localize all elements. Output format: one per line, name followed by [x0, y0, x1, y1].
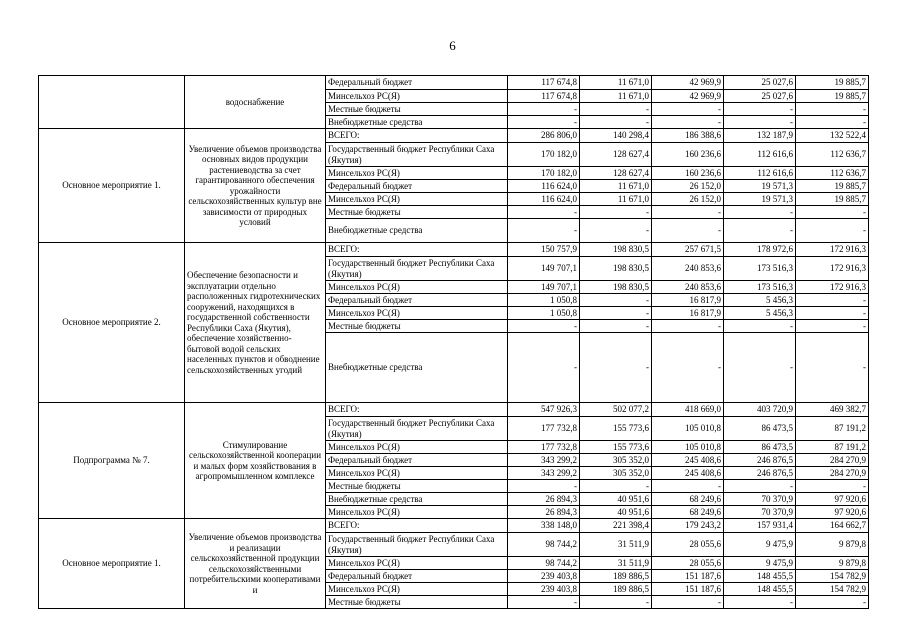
- program-cell: Основное мероприятие 1.: [39, 519, 185, 609]
- amount-cell-1: 239 403,8: [508, 570, 580, 583]
- funding-source-cell: Местные бюджеты: [326, 596, 508, 609]
- amount-cell-3: 160 236,6: [652, 143, 724, 167]
- amount-cell-5: 9 879,8: [796, 533, 869, 557]
- amount-cell-2: 221 398,4: [580, 519, 652, 533]
- amount-cell-5: 19 885,7: [796, 90, 869, 103]
- funding-source-cell: Государственный бюджет Республики Саха (Якутия): [326, 143, 508, 167]
- amount-cell-3: 105 010,8: [652, 417, 724, 441]
- amount-cell-3: 68 249,6: [652, 493, 724, 506]
- amount-cell-4: -: [724, 596, 796, 609]
- amount-cell-3: 186 388,6: [652, 129, 724, 143]
- amount-cell-3: 26 152,0: [652, 193, 724, 206]
- funding-source-cell: Федеральный бюджет: [326, 294, 508, 307]
- amount-cell-4: -: [724, 103, 796, 116]
- amount-cell-4: 70 370,9: [724, 506, 796, 519]
- amount-cell-3: 28 055,6: [652, 533, 724, 557]
- amount-cell-3: -: [652, 320, 724, 333]
- amount-cell-2: 140 298,4: [580, 129, 652, 143]
- amount-cell-5: 172 916,3: [796, 281, 869, 294]
- description-cell: Увеличение объемов производства основных видов продукции растениеводства за счет гарантированного обеспечения урожайности сельскохозяйственных культур вне зависимости от природных условий: [185, 129, 326, 243]
- amount-cell-5: 97 920,6: [796, 493, 869, 506]
- funding-source-cell: Минсельхоз РС(Я): [326, 441, 508, 454]
- budget-table: [38, 75, 869, 609]
- amount-cell-4: 112 616,6: [724, 143, 796, 167]
- amount-cell-2: 11 671,0: [580, 193, 652, 206]
- amount-cell-3: 240 853,6: [652, 257, 724, 281]
- amount-cell-1: -: [508, 116, 580, 129]
- amount-cell-2: 189 886,5: [580, 570, 652, 583]
- description-cell: водоснабжение: [185, 76, 326, 129]
- funding-source-cell: Внебюджетные средства: [326, 116, 508, 129]
- funding-source-cell: Минсельхоз РС(Я): [326, 467, 508, 480]
- amount-cell-5: -: [796, 596, 869, 609]
- funding-source-cell: Местные бюджеты: [326, 320, 508, 333]
- amount-cell-3: -: [652, 219, 724, 243]
- amount-cell-5: 132 522,4: [796, 129, 869, 143]
- amount-cell-5: 154 782,9: [796, 570, 869, 583]
- funding-source-cell: Государственный бюджет Республики Саха (Якутия): [326, 533, 508, 557]
- amount-cell-1: 1 050,8: [508, 307, 580, 320]
- amount-cell-3: -: [652, 103, 724, 116]
- amount-cell-1: 26 894,3: [508, 506, 580, 519]
- amount-cell-2: 40 951,6: [580, 506, 652, 519]
- amount-cell-5: 112 636,7: [796, 143, 869, 167]
- amount-cell-5: 284 270,9: [796, 454, 869, 467]
- amount-cell-3: -: [652, 333, 724, 403]
- amount-cell-3: 418 669,0: [652, 403, 724, 417]
- funding-source-cell: Федеральный бюджет: [326, 180, 508, 193]
- amount-cell-2: -: [580, 307, 652, 320]
- amount-cell-4: -: [724, 206, 796, 219]
- amount-cell-3: 240 853,6: [652, 281, 724, 294]
- amount-cell-5: 87 191,2: [796, 441, 869, 454]
- funding-source-cell: Государственный бюджет Республики Саха (Якутия): [326, 417, 508, 441]
- amount-cell-4: 19 571,3: [724, 193, 796, 206]
- amount-cell-1: 117 674,8: [508, 90, 580, 103]
- amount-cell-1: 170 182,0: [508, 167, 580, 180]
- amount-cell-3: 68 249,6: [652, 506, 724, 519]
- funding-source-cell: Федеральный бюджет: [326, 454, 508, 467]
- amount-cell-1: 547 926,3: [508, 403, 580, 417]
- amount-cell-2: -: [580, 294, 652, 307]
- amount-cell-1: 116 624,0: [508, 180, 580, 193]
- table-row: [39, 76, 869, 90]
- amount-cell-5: 112 636,7: [796, 167, 869, 180]
- amount-cell-4: 403 720,9: [724, 403, 796, 417]
- amount-cell-2: 305 352,0: [580, 454, 652, 467]
- amount-cell-4: 70 370,9: [724, 493, 796, 506]
- description-cell: Увеличение объемов производства и реализации сельскохозяйственной продукции сельскохозяйственными потребительскими кооперативами и: [185, 519, 326, 609]
- amount-cell-5: -: [796, 480, 869, 493]
- amount-cell-2: -: [580, 206, 652, 219]
- amount-cell-1: 177 732,8: [508, 417, 580, 441]
- amount-cell-1: 338 148,0: [508, 519, 580, 533]
- amount-cell-5: 97 920,6: [796, 506, 869, 519]
- funding-source-cell: ВСЕГО:: [326, 519, 508, 533]
- funding-source-cell: Минсельхоз РС(Я): [326, 167, 508, 180]
- amount-cell-4: -: [724, 480, 796, 493]
- program-cell: [39, 76, 185, 129]
- amount-cell-5: -: [796, 320, 869, 333]
- amount-cell-4: 132 187,9: [724, 129, 796, 143]
- amount-cell-2: 189 886,5: [580, 583, 652, 596]
- amount-cell-1: 177 732,8: [508, 441, 580, 454]
- amount-cell-4: 25 027,6: [724, 90, 796, 103]
- amount-cell-1: 98 744,2: [508, 533, 580, 557]
- amount-cell-5: -: [796, 206, 869, 219]
- amount-cell-2: 155 773,6: [580, 417, 652, 441]
- amount-cell-4: 86 473,5: [724, 417, 796, 441]
- amount-cell-3: 257 671,5: [652, 243, 724, 257]
- funding-source-cell: Внебюджетные средства: [326, 333, 508, 403]
- description-cell: Обеспечение безопасности и эксплуатации отдельно расположенных гидротехнических сооружений, находящихся в государственной собственности Республики Саха (Якутия), обеспечение хозяйственно-бытовой водой сельских населенных пунктов и обводнение сельскохозяйственных угодий: [185, 243, 326, 403]
- funding-source-cell: Федеральный бюджет: [326, 570, 508, 583]
- funding-source-cell: Внебюджетные средства: [326, 219, 508, 243]
- amount-cell-2: -: [580, 320, 652, 333]
- amount-cell-5: 172 916,3: [796, 243, 869, 257]
- page-number: 6: [449, 38, 456, 53]
- amount-cell-1: 149 707,1: [508, 257, 580, 281]
- amount-cell-2: -: [580, 480, 652, 493]
- amount-cell-2: 128 627,4: [580, 143, 652, 167]
- amount-cell-3: 179 243,2: [652, 519, 724, 533]
- funding-source-cell: ВСЕГО:: [326, 243, 508, 257]
- amount-cell-2: 31 511,9: [580, 557, 652, 570]
- amount-cell-4: 86 473,5: [724, 441, 796, 454]
- table-row: [39, 129, 869, 143]
- amount-cell-5: 9 879,8: [796, 557, 869, 570]
- amount-cell-4: -: [724, 219, 796, 243]
- funding-source-cell: Минсельхоз РС(Я): [326, 506, 508, 519]
- table-row: [39, 403, 869, 417]
- amount-cell-2: 198 830,5: [580, 281, 652, 294]
- amount-cell-1: 343 299,2: [508, 454, 580, 467]
- funding-source-cell: Местные бюджеты: [326, 206, 508, 219]
- amount-cell-4: 173 516,3: [724, 281, 796, 294]
- amount-cell-2: 11 671,0: [580, 90, 652, 103]
- funding-source-cell: Местные бюджеты: [326, 480, 508, 493]
- amount-cell-3: 151 187,6: [652, 583, 724, 596]
- amount-cell-4: 112 616,6: [724, 167, 796, 180]
- funding-source-cell: Минсельхоз РС(Я): [326, 90, 508, 103]
- amount-cell-1: 26 894,3: [508, 493, 580, 506]
- funding-source-cell: Минсельхоз РС(Я): [326, 307, 508, 320]
- amount-cell-3: 42 969,9: [652, 90, 724, 103]
- amount-cell-5: 19 885,7: [796, 76, 869, 90]
- amount-cell-4: 178 972,6: [724, 243, 796, 257]
- amount-cell-4: 148 455,5: [724, 570, 796, 583]
- amount-cell-4: 25 027,6: [724, 76, 796, 90]
- amount-cell-5: -: [796, 103, 869, 116]
- amount-cell-3: 26 152,0: [652, 180, 724, 193]
- amount-cell-5: -: [796, 333, 869, 403]
- table-row: [39, 519, 869, 533]
- amount-cell-4: 173 516,3: [724, 257, 796, 281]
- amount-cell-5: 172 916,3: [796, 257, 869, 281]
- amount-cell-2: 305 352,0: [580, 467, 652, 480]
- amount-cell-1: 117 674,8: [508, 76, 580, 90]
- amount-cell-4: 19 571,3: [724, 180, 796, 193]
- funding-source-cell: Внебюджетные средства: [326, 493, 508, 506]
- funding-source-cell: Местные бюджеты: [326, 103, 508, 116]
- funding-source-cell: Минсельхоз РС(Я): [326, 583, 508, 596]
- amount-cell-4: -: [724, 320, 796, 333]
- amount-cell-1: 116 624,0: [508, 193, 580, 206]
- amount-cell-3: 151 187,6: [652, 570, 724, 583]
- amount-cell-4: 9 475,9: [724, 533, 796, 557]
- amount-cell-3: -: [652, 116, 724, 129]
- amount-cell-1: 150 757,9: [508, 243, 580, 257]
- amount-cell-4: 246 876,5: [724, 467, 796, 480]
- amount-cell-5: 469 382,7: [796, 403, 869, 417]
- amount-cell-3: 160 236,6: [652, 167, 724, 180]
- amount-cell-3: 105 010,8: [652, 441, 724, 454]
- funding-source-cell: Федеральный бюджет: [326, 76, 508, 90]
- amount-cell-2: 155 773,6: [580, 441, 652, 454]
- funding-source-cell: ВСЕГО:: [326, 403, 508, 417]
- amount-cell-2: 502 077,2: [580, 403, 652, 417]
- amount-cell-2: -: [580, 596, 652, 609]
- amount-cell-5: 19 885,7: [796, 193, 869, 206]
- amount-cell-1: -: [508, 103, 580, 116]
- amount-cell-3: 16 817,9: [652, 294, 724, 307]
- funding-source-cell: ВСЕГО:: [326, 129, 508, 143]
- amount-cell-3: 16 817,9: [652, 307, 724, 320]
- amount-cell-4: -: [724, 333, 796, 403]
- funding-source-cell: Минсельхоз РС(Я): [326, 557, 508, 570]
- funding-source-cell: Минсельхоз РС(Я): [326, 281, 508, 294]
- amount-cell-1: 239 403,8: [508, 583, 580, 596]
- amount-cell-4: 5 456,3: [724, 294, 796, 307]
- amount-cell-2: -: [580, 333, 652, 403]
- amount-cell-5: 154 782,9: [796, 583, 869, 596]
- amount-cell-2: 11 671,0: [580, 180, 652, 193]
- program-cell: Основное мероприятие 2.: [39, 243, 185, 403]
- amount-cell-2: 31 511,9: [580, 533, 652, 557]
- amount-cell-2: 198 830,5: [580, 243, 652, 257]
- amount-cell-4: 5 456,3: [724, 307, 796, 320]
- amount-cell-5: 284 270,9: [796, 467, 869, 480]
- amount-cell-2: 198 830,5: [580, 257, 652, 281]
- amount-cell-5: -: [796, 219, 869, 243]
- amount-cell-2: -: [580, 103, 652, 116]
- program-cell: Основное мероприятие 1.: [39, 129, 185, 243]
- program-cell: Подпрограмма № 7.: [39, 403, 185, 519]
- amount-cell-4: 157 931,4: [724, 519, 796, 533]
- amount-cell-2: -: [580, 116, 652, 129]
- amount-cell-5: -: [796, 307, 869, 320]
- amount-cell-5: -: [796, 294, 869, 307]
- amount-cell-3: -: [652, 480, 724, 493]
- table-row: [39, 243, 869, 257]
- amount-cell-2: 128 627,4: [580, 167, 652, 180]
- amount-cell-3: -: [652, 596, 724, 609]
- amount-cell-5: 19 885,7: [796, 180, 869, 193]
- amount-cell-5: -: [796, 116, 869, 129]
- funding-source-cell: Государственный бюджет Республики Саха (Якутия): [326, 257, 508, 281]
- amount-cell-1: -: [508, 480, 580, 493]
- amount-cell-1: 343 299,2: [508, 467, 580, 480]
- amount-cell-1: -: [508, 320, 580, 333]
- amount-cell-4: -: [724, 116, 796, 129]
- amount-cell-5: 87 191,2: [796, 417, 869, 441]
- amount-cell-5: 164 662,7: [796, 519, 869, 533]
- amount-cell-3: 245 408,6: [652, 467, 724, 480]
- amount-cell-2: 40 951,6: [580, 493, 652, 506]
- amount-cell-1: -: [508, 333, 580, 403]
- funding-source-cell: Минсельхоз РС(Я): [326, 193, 508, 206]
- amount-cell-1: 286 806,0: [508, 129, 580, 143]
- amount-cell-3: 245 408,6: [652, 454, 724, 467]
- amount-cell-1: 149 707,1: [508, 281, 580, 294]
- amount-cell-3: -: [652, 206, 724, 219]
- amount-cell-1: 98 744,2: [508, 557, 580, 570]
- amount-cell-1: -: [508, 219, 580, 243]
- amount-cell-1: 1 050,8: [508, 294, 580, 307]
- amount-cell-1: -: [508, 596, 580, 609]
- description-cell: Стимулирование сельскохозяйственной кооперации и малых форм хозяйствования в агропромышленном комплексе: [185, 403, 326, 519]
- amount-cell-2: -: [580, 219, 652, 243]
- amount-cell-2: 11 671,0: [580, 76, 652, 90]
- amount-cell-1: 170 182,0: [508, 143, 580, 167]
- amount-cell-4: 148 455,5: [724, 583, 796, 596]
- amount-cell-4: 246 876,5: [724, 454, 796, 467]
- amount-cell-4: 9 475,9: [724, 557, 796, 570]
- amount-cell-3: 42 969,9: [652, 76, 724, 90]
- amount-cell-3: 28 055,6: [652, 557, 724, 570]
- amount-cell-1: -: [508, 206, 580, 219]
